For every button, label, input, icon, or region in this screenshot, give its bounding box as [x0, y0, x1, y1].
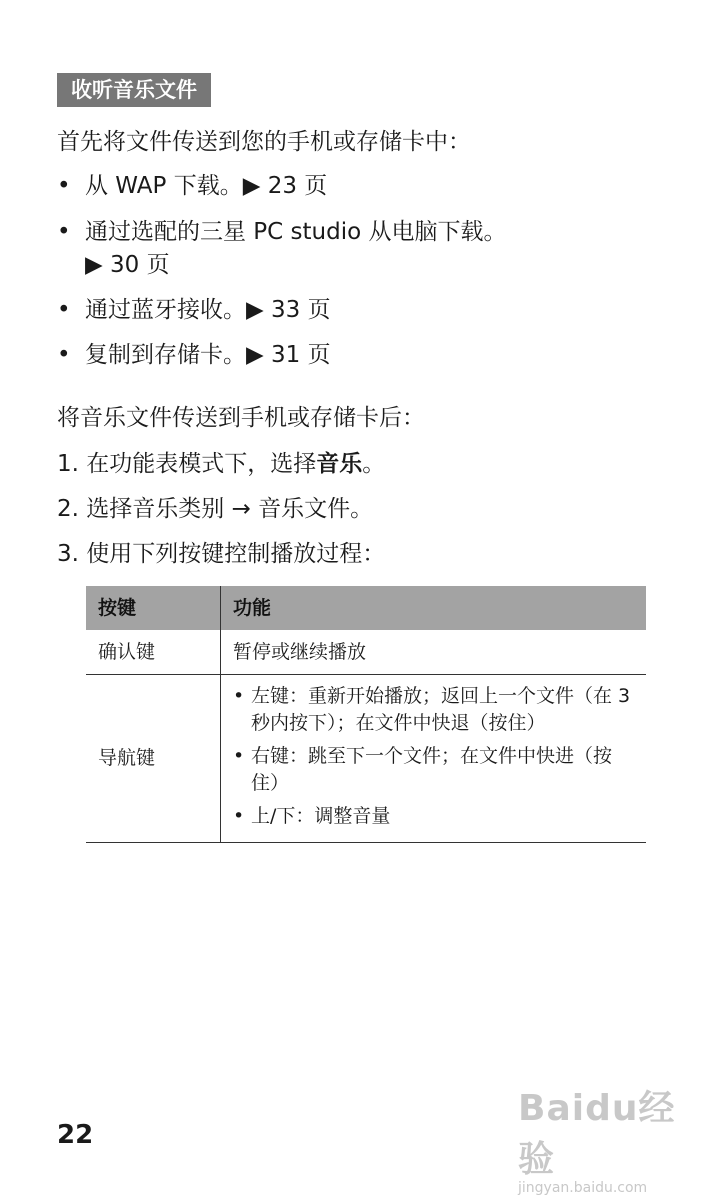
bullet-item — [57, 216, 507, 282]
list-item: • 上/下：调整音量 — [233, 803, 634, 830]
function-list — [233, 683, 634, 830]
bullet-item — [57, 339, 331, 372]
intro-text: 首先将文件传送到您的手机或存储卡中： — [57, 129, 471, 155]
watermark-logo: Baidu经验 — [518, 1088, 676, 1180]
header-key: 按键 — [86, 586, 221, 630]
bullet-item — [57, 170, 327, 203]
list-item: • 左键：重新开始播放；返回上一个文件（在 3 秒内按下）；在文件中快退（按住） — [233, 683, 634, 737]
bullet-text: 复制到存储卡。▶ 31 页 — [85, 342, 331, 368]
bullet-text-cont: ▶ 30 页 — [85, 252, 170, 278]
watermark-url: jingyan.baidu.com — [518, 1180, 648, 1196]
step-1-menu-name: 音乐 — [316, 451, 363, 477]
watermark — [518, 1080, 688, 1196]
section-title: 收听音乐文件 — [57, 73, 211, 107]
bullet-text: 通过选配的三星 PC studio 从电脑下载。 — [85, 219, 507, 245]
table-row — [86, 675, 646, 843]
key-cell: 确认键 — [86, 630, 221, 675]
list-item: • 右键：跳至下一个文件；在文件中快进（按住） — [233, 743, 634, 797]
bullet-item — [57, 294, 331, 327]
key-function-table — [86, 586, 646, 843]
table-header-row — [86, 586, 646, 630]
step-2: 2. 选择音乐类别 → 音乐文件。 — [57, 496, 374, 522]
header-function: 功能 — [221, 586, 647, 630]
bullet-text: 通过蓝牙接收。▶ 33 页 — [85, 297, 331, 323]
step-1-prefix: 1. 在功能表模式下，选择 — [57, 451, 317, 477]
step-1-suffix: 。 — [362, 451, 386, 477]
bullet-dot: • — [57, 297, 71, 323]
function-cell — [221, 675, 647, 843]
table-row — [86, 630, 646, 675]
bullet-dot: • — [57, 219, 71, 245]
key-cell: 导航键 — [86, 675, 221, 843]
function-cell: 暂停或继续播放 — [221, 630, 647, 675]
bullet-text: 从 WAP 下载。▶ 23 页 — [85, 173, 328, 199]
step-3: 3. 使用下列按键控制播放过程： — [57, 541, 386, 567]
after-transfer-text: 将音乐文件传送到手机或存储卡后： — [57, 405, 425, 431]
bullet-dot: • — [57, 342, 71, 368]
bullet-dot: • — [57, 173, 71, 199]
page-number: 22 — [57, 1120, 94, 1150]
step-1 — [57, 449, 385, 479]
